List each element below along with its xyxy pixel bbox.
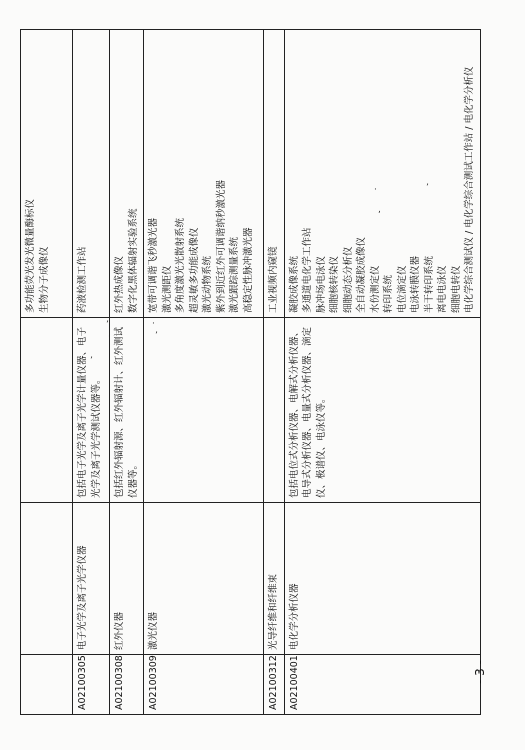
product-item: 电泳转膜仪器 [410, 255, 421, 313]
product-item: 紫外到近红外可调谐纳秒激光器 [215, 179, 227, 313]
scan-speck: ’ [155, 331, 158, 341]
products-cell [73, 30, 110, 318]
product-item: 细胞动态分析仪 [342, 246, 354, 313]
scan-speck: ’ [426, 183, 429, 193]
product-item: 红外热成像仪 [114, 255, 125, 313]
product-item: 凝胶成像系统 [288, 255, 300, 313]
products-cell [110, 30, 144, 318]
product-item: 电化学综合测试仪 / 电化学综合测试工作站 / 电化学分析仪 [464, 66, 475, 313]
product-item: 多通道电化学工作站 [302, 227, 313, 313]
scan-speck: · [108, 332, 111, 342]
scan-speck: , [378, 205, 381, 215]
name-cell: 电子光学及离子光学仪器 [73, 503, 110, 655]
products-cell [144, 30, 264, 318]
description-cell: 包括红外辐射源、红外辐射计、红外测试仪器等。 [110, 318, 144, 503]
table-row [21, 30, 73, 715]
code-cell: A02100312 [264, 655, 285, 715]
product-item: 宽带可调谐飞秒激光器 [148, 217, 159, 313]
scan-speck: ’ [90, 356, 93, 366]
description-cell: 包括电位式分析仪器、电解式分析仪器、电导式分析仪器、电量式分析仪器、滴定仪、极谱仪、电泳仪等。 [284, 318, 480, 503]
product-item: 全自动凝胶成像仪 [356, 236, 367, 313]
products-cell [264, 30, 285, 318]
description-cell [21, 318, 73, 503]
product-item: 转印系统 [383, 274, 394, 313]
product-item: 激光测距仪 [161, 265, 173, 313]
description-cell [264, 318, 285, 503]
code-cell: A02100305 [73, 655, 110, 715]
product-item: 脉冲场电泳仪 [315, 255, 327, 313]
name-cell: 红外仪器 [110, 503, 144, 655]
products-cell [284, 30, 480, 318]
product-item: 工业视频内窥镜 [268, 246, 279, 313]
scan-speck: · [374, 185, 377, 195]
code-cell: A02100308 [110, 655, 144, 715]
product-item: 药液检测工作站 [77, 246, 88, 313]
description-cell: 包括电子光学及离子光学计量仪器、电子光学及离子光学测试仪器等。 [73, 318, 110, 503]
table-row [284, 30, 480, 715]
code-cell: A02100309 [144, 655, 264, 715]
table-row [110, 30, 144, 715]
product-item: 电位滴定仪 [396, 265, 408, 313]
product-item: 数字化黑体辐射实验系统 [127, 208, 139, 313]
table-row [144, 30, 264, 715]
name-cell [21, 503, 73, 655]
rotated-table-container [20, 30, 475, 715]
name-cell: 电化学分析仪器 [284, 503, 480, 655]
product-item: 多功能荧光发光微量酶标仪 [25, 198, 36, 313]
product-item: 多角度激光光散射系统 [175, 217, 186, 313]
product-item: 生物分子成像仪 [38, 246, 50, 313]
scan-speck: · [152, 319, 155, 329]
product-item: 细胞核转染仪 [329, 255, 340, 313]
product-item: 细胞电转仪 [450, 265, 462, 313]
name-cell: 光导纤维和纤维束 [264, 503, 285, 655]
catalog-table [20, 29, 481, 715]
product-item: 超灵敏多功能成像仪 [188, 227, 200, 313]
product-item: 激光跟踪测量系统 [229, 236, 240, 313]
product-item: 高稳定性脉冲激光器 [242, 227, 254, 313]
product-item: 水份测定仪 [369, 265, 381, 313]
table-row [264, 30, 285, 715]
products-cell [21, 30, 73, 318]
product-item: 激光动物系统 [202, 255, 213, 313]
code-cell: A02100401 [284, 655, 480, 715]
name-cell: 激光仪器 [144, 503, 264, 655]
code-cell [21, 655, 73, 715]
page-number: - 3 - [473, 660, 487, 684]
scan-speck: ’ [106, 320, 109, 330]
product-item: 半干转印系统 [423, 255, 435, 313]
table-row [73, 30, 110, 715]
description-cell [144, 318, 264, 503]
product-item: 离电电泳仪 [437, 265, 448, 313]
